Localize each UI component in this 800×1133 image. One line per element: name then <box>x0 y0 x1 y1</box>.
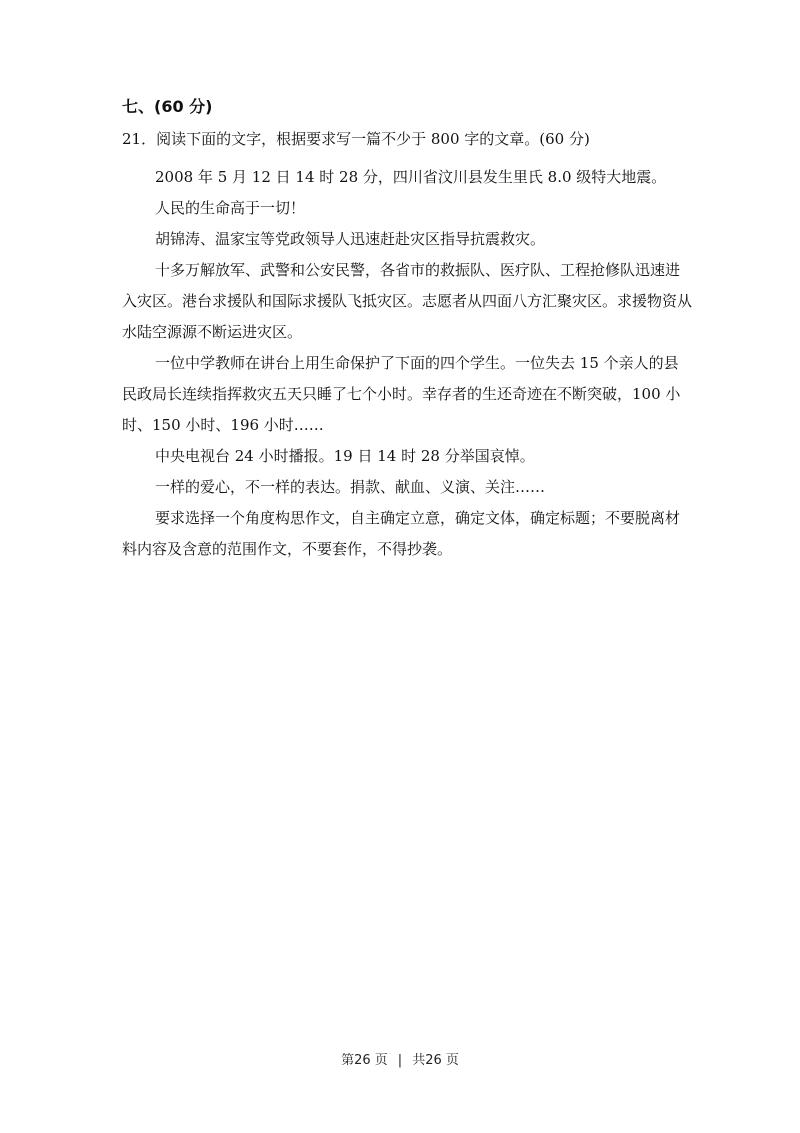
paragraph-requirements: 要求选择一个角度构思作文，自主确定立意，确定文体，确定标题；不要脱离材料内容及含意的范围作文，不要套作，不得抄袭。 <box>122 509 681 558</box>
document-content <box>122 97 692 565</box>
page-number: 第26 页 <box>341 1053 388 1068</box>
question-prompt <box>122 130 692 148</box>
page-footer <box>0 1049 800 1068</box>
paragraph-life-first: 人民的生命高于一切！ <box>155 199 306 217</box>
paragraph-broadcast: 中央电视台 24 小时播报。19 日 14 时 28 分举国哀悼。 <box>155 447 535 465</box>
paragraph-expression: 一样的爱心，不一样的表达。捐款、献血、义演、关注…… <box>155 478 546 496</box>
paragraph-rescue-teams: 十多万解放军、武警和公安民警，各省市的救振队、医疗队、工程抢修队迅速进入灾区。港台求援队和国际求援队飞抵灾区。志愿者从四面八方汇聚灾区。求援物资从水陆空源源不断运进灾区。 <box>122 261 693 341</box>
question-text: 阅读下面的文字，根据要求写一篇不少于 800 字的文章。(60 分) <box>156 130 590 148</box>
paragraph-leaders: 胡锦涛、温家宝等党政领导人迅速赶赴灾区指导抗震救灾。 <box>155 230 546 248</box>
footer-separator: | <box>397 1053 403 1068</box>
page-total: 共26 页 <box>412 1053 459 1068</box>
paragraph-heroes: 一位中学教师在讲台上用生命保护了下面的四个学生。一位失去 15 个亲人的县民政局长连续指挥救灾五天只睡了七个小时。幸存者的生还奇迹在不断突破，100 小时、150 小时、196 小时…… <box>122 354 681 434</box>
section-heading: 七、(60 分) <box>122 97 213 116</box>
question-number: 21． <box>122 130 157 148</box>
paragraph-earthquake-date: 2008 年 5 月 12 日 14 时 28 分，四川省汶川县发生里氏 8.0 级特大地震。 <box>155 168 667 186</box>
